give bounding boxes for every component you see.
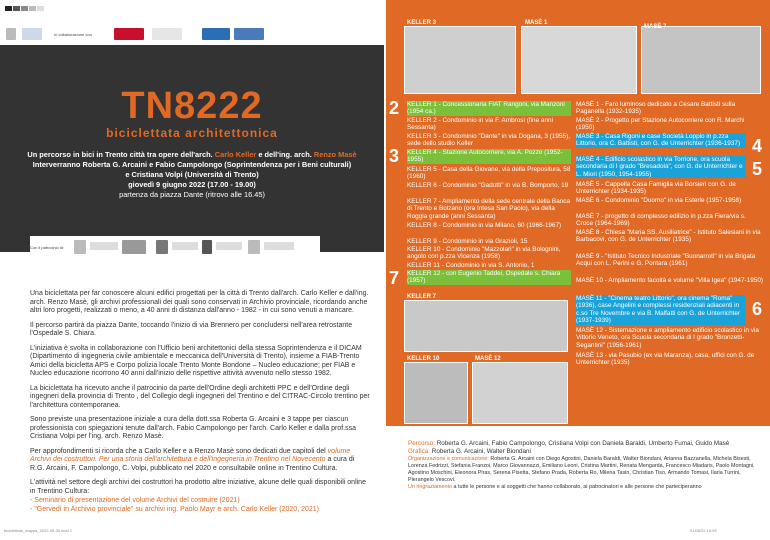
speakers-line: e Cristiana Volpi (Università di Trento) <box>125 170 259 179</box>
resource-link[interactable]: - Seminario di presentazione del volume Archivi del costruire (2021) <box>30 497 240 504</box>
mase-name: Renzo Masè <box>313 150 357 159</box>
mase-item: MASÈ 7 - progetto di complesso edilizio in p.zza Fiera/via s. Croce (1964-1969) <box>576 213 746 228</box>
photo-label: KELLER 3 <box>407 20 437 26</box>
paragraph: Sono previste una presentazione iniziale a cura della dott.ssa Roberta G. Arcaini e 3 tappe per ciascun professionista con spiegazioni tenute dall'arch. Fabio Campolongo per l'arch. Carlo Keller e dalla prof.ssa Cristiana Volpi per l'ing. arch. Renzo Masè. <box>30 416 357 440</box>
fiab-logo <box>202 28 230 40</box>
color-swatch <box>29 6 36 11</box>
print-footer: 01/06/22 10:59 <box>690 528 717 533</box>
route-number: 2 <box>389 98 400 118</box>
photo-mase-1 <box>521 26 637 94</box>
paragraph-text: Una biciclettata per far conoscere alcuni edifici progettati per la città di Trento dall'arch. Carlo Keller e dall'ing. arch. Renzo Masè, gli archivi professionali dei quali sono conservati in Archivio provinciale, ricordando anche altri loro progetti, realizzati o meno, a 40 anni di distanza dall'anno - 1982 - in cui sono venuti a mancare. <box>30 290 369 314</box>
photo-label: MASÈ 12 <box>475 356 501 362</box>
university-logo <box>114 28 144 40</box>
photo-label: MASÈ 1 <box>525 20 548 26</box>
paragraph-text: a cura di R.G. Arcaini, F. Campolongo, C. Volpi, pubblicato nel 2020 e consultabile online in Trentino Cultura. <box>30 456 355 472</box>
route-number: 3 <box>389 146 400 166</box>
paragraph-text: Per approfondimenti si ricorda che a Carlo Keller e a Renzo Masè sono dedicati due capitoli del <box>30 447 328 455</box>
logo-strip <box>2 4 374 44</box>
collab-label: In collaborazione con <box>54 32 92 37</box>
keller-item: KELLER 11 - Condominio in via S. Antonio, 1 <box>407 262 535 269</box>
intro-text: e dell'ing. arch. <box>256 150 314 159</box>
mase-item: MASÈ 6 - Condominio "Duomo" in via Esterle (1957-1958) <box>576 197 742 204</box>
keller-item: KELLER 3 - Condominio "Dante" in via Dogana, 3 (1955), sede dello studio Keller <box>407 133 570 148</box>
mase-item: MASÈ 2 - Progetto per Stazione Autocorriere con R. Marchi (1950) <box>576 117 745 132</box>
photo-label: KELLER 10 <box>407 356 440 362</box>
route-number: 4 <box>752 136 763 156</box>
photo-keller-3 <box>404 26 516 94</box>
keller-item: KELLER 10 - Condominio "Mazzolari" in via Bolognini, angolo con p.zza Vicenza (1958) <box>407 246 561 261</box>
credits-text: Roberta G. Arcaini, Fabio Campolongo, Cristiana Volpi con Daniela Baraldi, Umberto Fumai, Guido Masè <box>434 440 730 447</box>
province-logo <box>6 28 16 40</box>
mase-item: MASÈ 3 - Casa Rigoni e case Società Loppio in p.zza Littorio, ora C. Battisti, con G. de Unterrichter (1936-1937) <box>576 133 746 148</box>
keller-item: KELLER 4 - Stazione Autocorriere, via A. Pozzo (1952-1955) <box>407 149 571 164</box>
credits-label: Grafica: <box>408 448 431 455</box>
event-start: partenza da piazza Dante (ritrovo alle 16.45) <box>119 190 265 199</box>
route-number: 6 <box>752 299 763 319</box>
patronage-label: Con il patrocinio di: <box>30 245 65 250</box>
archive-logo <box>22 28 42 40</box>
event-date: giovedì 9 giugno 2022 (17.00 - 19.00) <box>128 180 256 189</box>
keller-item: KELLER 2 - Condominio in via F. Ambrosi (fine anni Sessanta) <box>407 117 553 132</box>
mase-item: MASÈ 4 - Edificio scolastico in via Torrione, ora scuola secondaria di I grado "Bresadola", con G. de Unterrichter e L. Miori (1950, 1954-1955) <box>576 156 746 178</box>
architects-logo <box>90 242 118 250</box>
photo-keller-7 <box>404 300 568 352</box>
patronage-logos <box>30 236 320 262</box>
description-text <box>30 290 370 514</box>
mase-item: MASÈ 5 - Cappella Casa Famiglia via Borsieri con G. de Unterrichter (1934-1935) <box>576 181 736 196</box>
mase-item: MASÈ 12 - Sistemazione e ampliamento edificio scolastico in via Vittorio Veneto, ora Scuola secondaria di I grado "Bronzetti-Segantini" (1956-1961) <box>576 327 759 349</box>
keller-item: KELLER 8 - Condominio in via Milano, 60 (1966-1967) <box>407 222 562 229</box>
photo-label: MASÈ 7 <box>644 24 667 30</box>
keller-item: KELLER 1 - Concessionaria FIAT Rangoni, via Manzoni (1954 ca.) <box>407 101 571 116</box>
color-swatch <box>37 6 44 11</box>
police-logo <box>234 28 264 40</box>
color-swatch <box>13 6 20 11</box>
engineers-order-logo <box>264 242 294 250</box>
keller-item: KELLER 7 - Ampliamento della sede centrale della Banca di Trento e Bolzano (ora Intesa San Paolo), via della Roggia grande (anni Sessanta) <box>407 198 571 220</box>
credits-label: Organizzazione e comunicazione: <box>408 456 489 462</box>
engineers-order-logo <box>248 240 260 254</box>
paragraph: Il percorso partirà da piazza Dante, toccando l'inizio di via Brennero per concludersi nell'area retrostante l'Ospedale S. Chiara. <box>30 321 353 337</box>
event-subtitle: biciclettata architettonica <box>106 126 278 140</box>
route-number: 7 <box>389 268 400 288</box>
paragraph: La biciclettata ha ricevuto anche il patrocinio da parte dell'Ordine degli architetti PPC e dell'Ordine degli ingegneri della provincia di Trento , del Collegio degli ingegneri del Trentino e del CITRAC-Circolo trentino per l'architettura contemporanea. <box>30 384 370 409</box>
photo-keller-10 <box>404 362 468 424</box>
architects-logo <box>74 240 86 254</box>
credits-label: Percorso: <box>408 440 435 447</box>
photo-mase-12 <box>472 362 568 424</box>
keller-item: KELLER 12 - con Eugenio Taddei, Ospedale s. Chiara (1957) <box>407 270 571 285</box>
credits <box>408 440 764 491</box>
paragraph: L'attività nel settore degli archivi dei costruttori ha prodotto altre iniziative, alcune delle quali disponibili online in Trentino Cultura: <box>30 479 366 495</box>
keller-item: KELLER 6 - Condominio "Gadotti" in via B. Bomporto, 19 <box>407 182 569 189</box>
speakers-line: Interverranno Roberta G. Arcaini e Fabio Campolongo (Soprintendenza per i Beni culturali) <box>32 160 352 169</box>
paragraph: L'iniziativa è svolta in collaborazione con l'Ufficio beni architettonici della stessa Soprintendenza e il DICAM (Dipartimento di ingegneria civile ambientale e meccanica dell'Università di Trento), insieme a FIAB-Trento Amici della bicicletta APS e Corpo polizia locale Trento Monte Bondone – Nucleo educazione; per FIAB e Nucleo educazione ricorrono 40 anni dall'inizio delle rispettive attività avvenuto nello stesso 1982. <box>30 344 362 377</box>
event-title: TN8222 <box>121 85 263 127</box>
credits-text: Roberta G. Arcaini con Diego Agostini, Daniela Baraldi, Walter Biondani, Arianna Bazzanella, Michela Bisesti, Lorenza Fedrizzi, Stefania Franzoi, Marco Giovannazzi, Emiliano Leoni, Cristina Martini, Renata Mengarda, Francesco Miadaris, Paolo Montagni, Agostino Moschini, Eleonora Piras, Serena Pisetta, Stefano Prada, Roberta Ro, Milena Tasin, Christian Tiso, Armando Tomasi, Ilaria Turrini, Pierangelo Vescovi. <box>408 456 755 483</box>
citrac-logo <box>202 240 212 254</box>
keller-item: KELLER 9 - Condominio in via Grazioli, 15 <box>407 238 528 245</box>
intro-text: Un percorso in bici in Trento città tra opere dell'arch. <box>27 150 215 159</box>
print-footer: biciclettata_mappa_2022-05-30.indd 1 <box>4 528 73 533</box>
collegio-logo <box>172 242 198 250</box>
collegio-logo <box>156 240 168 254</box>
mase-item: MASÈ 1 - Faro luminoso dedicato a Cesare Battisti sulla Paganella (1932-1935) <box>576 101 736 116</box>
mase-item: MASÈ 13 - via Pasubio (ex via Maranza), casa, uffici con G. de Unterrichter (1935) <box>576 352 755 367</box>
citrac-logo <box>216 242 242 250</box>
title-band <box>0 45 384 252</box>
keller-name: Carlo Keller <box>214 150 257 159</box>
event-intro <box>8 150 376 200</box>
credits-text: Roberta G. Arcaini, Walter Biondani <box>430 448 531 455</box>
engineers-logo <box>122 240 146 254</box>
credits-label: Un ringraziamento <box>408 484 453 490</box>
mase-item: MASÈ 10 - Ampliamento facoltà e volume "Villa Igea" (1947-1950) <box>576 277 764 284</box>
photo-label: KELLER 7 <box>407 294 437 300</box>
mase-item: MASÈ 9 - "Istituto Tecnico Industriale "Buonarroti" in via Brigata Acqui con L. Perini e G. Pontara (1961) <box>576 253 756 268</box>
color-swatch <box>5 6 12 11</box>
mase-item: MASÈ 8 - Chiesa "Maria SS. Ausiliatrice" - Istituto Salesiani in via Barbacovi, con G. de Unterrichter (1935) <box>576 229 761 244</box>
route-number: 5 <box>752 159 763 179</box>
mase-item: MASÈ 11 - "Cinema teatro Littorio", ora cinema "Roma" (1936), case Angelini e complessi residenziali adiacenti in c.so Tre Novembre e via B. Malfatti con G. de Unterrichter (1937-1939) <box>576 295 746 325</box>
photo-mase-7 <box>641 26 761 94</box>
paragraph <box>30 448 370 474</box>
keller-item: KELLER 5 - Casa della Giovane, via della Prepositura, 58 (1960) <box>407 166 571 181</box>
dicam-logo <box>152 28 182 40</box>
book-title: volume Archivi dei costruttori. Per una storia dell'architettura e dell'ingegneria in Trentino nel Novecento <box>30 447 351 463</box>
credits-text: a tutte le persone e ai soggetti che hanno collaborato, ai patrocinatori e alle persone che parteciperanno <box>452 484 702 490</box>
resource-link[interactable]: - "Gervedì in Archivio provinciale" su archivi ing. Paolo Mayr e arch. Carlo Keller (2020, 2021) <box>30 505 319 513</box>
paragraph <box>30 290 370 316</box>
color-swatch <box>21 6 28 11</box>
